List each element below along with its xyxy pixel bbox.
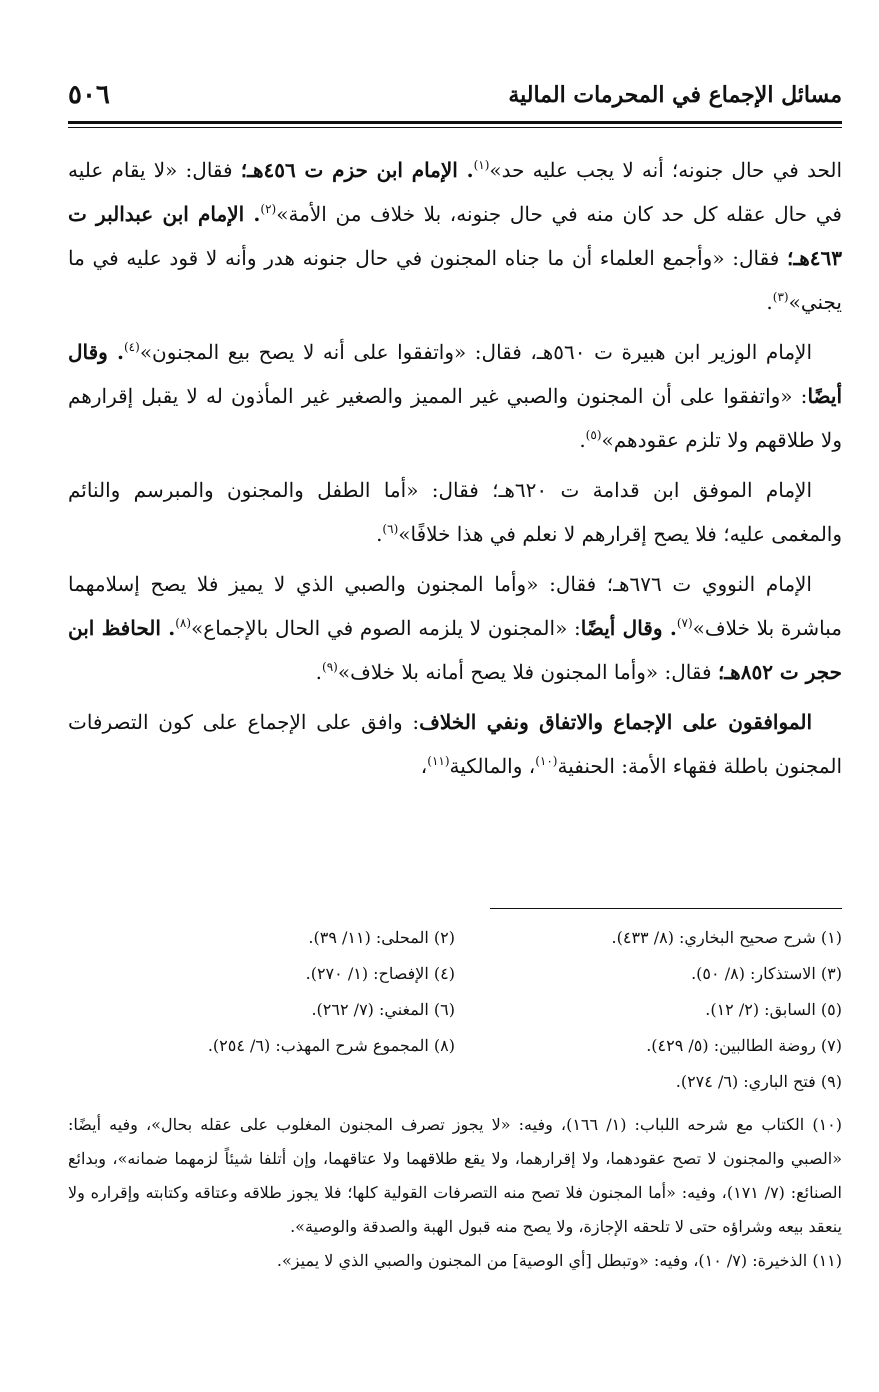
bold-scholar-name: . الإمام ابن حزم ت ٤٥٦هـ؛ bbox=[240, 158, 474, 182]
main-text bbox=[68, 148, 842, 788]
text-run: . bbox=[579, 428, 586, 452]
footnote-row bbox=[68, 992, 842, 1028]
footnote-11: (١١) الذخيرة: (٧/ ١٠)، وفيه: «وتبطل [أي الوصية] من المجنون والصبي الذي لا يميز». bbox=[276, 1251, 842, 1270]
text-run: . bbox=[315, 660, 323, 684]
footnote-ref-11: (١١) bbox=[427, 754, 450, 768]
footnote-4: (٤) الإفصاح: (١/ ٢٧٠). bbox=[305, 964, 455, 983]
text-run: ، bbox=[420, 754, 428, 778]
paragraph-4 bbox=[68, 562, 842, 694]
footnote-ref-4: (٤) bbox=[123, 340, 140, 354]
text-run: فقال: «وأجمع العلماء أن ما جناه المجنون في حال جنونه هدر وأنه لا قود عليه في ما يجني» bbox=[68, 246, 842, 314]
header-rule-thin bbox=[68, 127, 842, 128]
footnote-row bbox=[68, 1064, 842, 1100]
bold-scholar-name: . الإمام ابن عبدالبر ت ٤٦٣هـ؛ bbox=[68, 202, 842, 270]
bold-scholar-name: . الحافظ ابن حجر ت ٨٥٢هـ؛ bbox=[68, 616, 842, 684]
text-run: : «المجنون لا يلزمه الصوم في الحال بالإجماع» bbox=[191, 616, 581, 640]
bold-phrase: . وقال أيضًا bbox=[580, 616, 677, 640]
book-title: مسائل الإجماع في المحرمات المالية bbox=[508, 82, 842, 108]
text-run: ، والمالكية bbox=[449, 754, 536, 778]
page-number: ٥٠٦ bbox=[68, 80, 110, 110]
footnote-3: (٣) الاستذكار: (٨/ ٥٠). bbox=[691, 964, 842, 983]
text-run: : «واتفقوا على أن المجنون والصبي غير المميز والصغير غير المأذون له لا يقبل إقرارهم ولا طلاقهم ولا تلزم عقودهم» bbox=[68, 384, 842, 452]
footnote-separator bbox=[490, 908, 842, 909]
section-heading-inline: الموافقون على الإجماع والاتفاق ونفي الخلاف bbox=[419, 710, 812, 734]
paragraph-3 bbox=[68, 468, 842, 556]
footnote-ref-10: (١٠) bbox=[535, 754, 558, 768]
footnote-row bbox=[68, 1028, 842, 1064]
text-run: . bbox=[376, 522, 383, 546]
footnote-2: (٢) المحلى: (١١/ ٣٩). bbox=[308, 928, 455, 947]
text-run: . bbox=[766, 290, 773, 314]
footnote-ref-2: (٢) bbox=[260, 202, 277, 216]
text-run: الإمام النووي ت ٦٧٦هـ؛ فقال: «وأما المجنون والصبي الذي لا يميز فلا يصح إسلامهما مباشرة بلا خلاف» bbox=[68, 572, 843, 640]
footnotes-short bbox=[68, 920, 842, 1100]
paragraph-5 bbox=[68, 700, 842, 788]
footnote-5: (٥) السابق: (٢/ ١٢). bbox=[705, 1000, 842, 1019]
footnote-ref-8: (٨) bbox=[175, 616, 192, 630]
footnote-empty bbox=[68, 1064, 455, 1100]
footnote-ref-1: (١) bbox=[473, 158, 490, 172]
text-run: فقال: «لا يقام عليه في حال عقله كل حد كان منه في حال جنونه، بلا خلاف من الأمة» bbox=[68, 158, 842, 226]
bold-phrase: . وقال أيضًا bbox=[68, 340, 842, 408]
footnote-10: (١٠) الكتاب مع شرحه اللباب: (١/ ١٦٦)، وفيه: «لا يجوز تصرف المجنون المغلوب على عقله بحال»، وفيه أيضًا: «الصبي والمجنون لا تصح عقودهما، ولا إقرارهما، ولا يقع طلاقهما ولا عتاقهما، وإن أتلفا شيئاً لزمهما ضمانه»، وبدائع الصنائع: (٧/ ١٧١)، وفيه: «أما المجنون فلا تصح منه التصرفات القولية كلها؛ فلا يجوز طلاقه وعتاقه وكتابته وإقراره ولا ينعقد بيعه وشراؤه حتى لا تلحقه الإجازة، ولا يصح منه قبول الهبة والصدقة والوصية». bbox=[68, 1115, 843, 1236]
footnote-ref-7: (٧) bbox=[676, 616, 693, 630]
header-rule-thick bbox=[68, 121, 842, 124]
footnote-ref-9: (٩) bbox=[322, 660, 338, 674]
text-run: الإمام الوزير ابن هبيرة ت ٥٦٠هـ، فقال: «واتفقوا على أنه لا يصح بيع المجنون» bbox=[139, 340, 813, 364]
footnote-ref-6: (٦) bbox=[382, 522, 399, 536]
text-run: الحد في حال جنونه؛ أنه لا يجب عليه حد» bbox=[489, 158, 842, 182]
footnote-9: (٩) فتح الباري: (٦/ ٢٧٤). bbox=[675, 1072, 842, 1091]
paragraph-2 bbox=[68, 330, 842, 462]
paragraph-1 bbox=[68, 148, 842, 324]
footnotes-long bbox=[68, 1108, 842, 1278]
text-run: فقال: «وأما المجنون فلا يصح أمانه بلا خلاف» bbox=[337, 660, 718, 684]
footnote-1: (١) شرح صحيح البخاري: (٨/ ٤٣٣). bbox=[611, 928, 842, 947]
footnote-ref-3: (٣) bbox=[772, 290, 789, 304]
footnote-8: (٨) المجموع شرح المهذب: (٦/ ٢٥٤). bbox=[207, 1036, 455, 1055]
footnote-row bbox=[68, 920, 842, 956]
text-run: : وافق على الإجماع على كون التصرفات المجنون باطلة فقهاء الأمة: الحنفية bbox=[68, 710, 842, 778]
footnote-6: (٦) المغني: (٧/ ٢٦٢). bbox=[311, 1000, 455, 1019]
running-header bbox=[68, 78, 842, 118]
text-run: الإمام الموفق ابن قدامة ت ٦٢٠هـ؛ فقال: «أما الطفل والمجنون والمبرسم والنائم والمغمى عليه؛ فلا يصح إقرارهم لا نعلم في هذا خلافًا» bbox=[68, 478, 842, 546]
footnote-row bbox=[68, 956, 842, 992]
footnote-7: (٧) روضة الطالبين: (٥/ ٤٢٩). bbox=[646, 1036, 842, 1055]
footnote-ref-5: (٥) bbox=[585, 428, 602, 442]
